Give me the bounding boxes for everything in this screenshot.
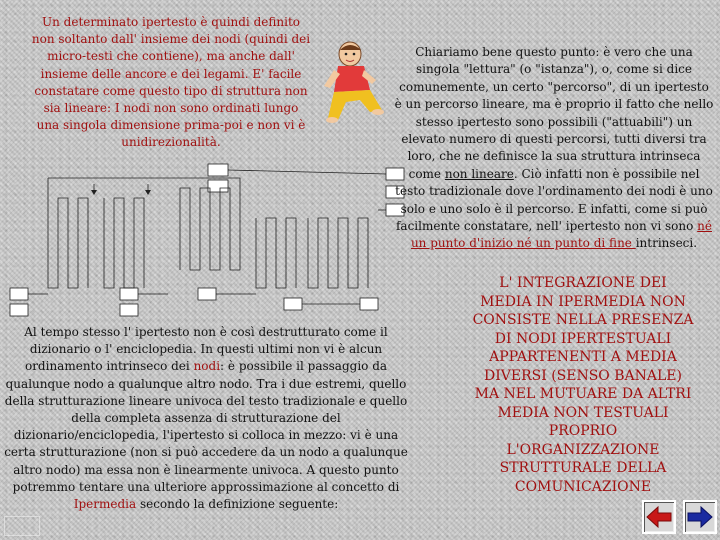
intro-line: unidirezionalità. — [121, 135, 221, 150]
explanation-line — [388, 166, 720, 183]
explanation-text: . Ciò infatti non è possibile nel — [513, 166, 700, 181]
headline-line: STRUTTURALE DELLA — [499, 460, 667, 476]
comparison-line: altro nodo) ma essa non è linearmente univoca. A questo punto — [13, 462, 399, 477]
arrow-left-icon — [644, 502, 674, 532]
prev-slide-button[interactable] — [642, 500, 676, 534]
headline-line: L'ORGANIZZAZIONE — [506, 441, 660, 458]
explanation-line: singola "lettura" (o "istanza"), o, come si dice — [416, 62, 692, 77]
explanation-line: loro, che ne definisce la sua struttura intrinseca — [407, 149, 701, 164]
intro-line: non soltanto dall' insieme dei nodi (quindi dei — [31, 32, 311, 47]
headline-line: MEDIA NON TESTUALI — [497, 404, 669, 421]
headline-line: L' INTEGRAZIONE DEI — [499, 275, 667, 291]
explanation-line: stesso ipertesto sono possibili ("attuabili") un — [415, 114, 693, 129]
corner-watermark — [4, 516, 40, 536]
diagram-node — [120, 288, 138, 300]
headline-line: MA NEL MUTUARE DA ALTRI — [474, 386, 692, 402]
headline-line: MEDIA IN IPERMEDIA NON — [480, 293, 686, 310]
integration-headline — [448, 274, 718, 496]
diagram-node — [10, 288, 28, 300]
crawling-baby-illustration — [320, 40, 388, 130]
diagram-node — [284, 298, 302, 310]
diagram-connections — [28, 170, 386, 304]
intro-paragraph — [14, 14, 328, 152]
diagram-node — [120, 304, 138, 316]
nodi-link[interactable]: nodi — [193, 359, 221, 374]
comparison-text: : è possibile il passaggio da — [220, 359, 388, 374]
comparison-line: della completa assenza di strutturazione del — [71, 411, 341, 426]
explanation-line: elevato numero di questi percorsi, tutti diversi tra — [401, 132, 707, 147]
explanation-line: Chiariamo bene questo punto: è vero che una — [415, 45, 693, 59]
comparison-line: dizionario/enciclopedia, l'ipertesto si colloca in mezzo: vi è una — [13, 428, 399, 443]
explanation-line: solo e uno solo è il percorso. E infatti, come si può — [400, 201, 708, 216]
comparison-line: certa strutturazione (non si può accedere da un nodo a qualunque — [4, 445, 408, 460]
hypertext-structure-diagram — [8, 158, 406, 318]
comparison-text: ordinamento intrinseco dei — [24, 359, 194, 374]
headline-line: DIVERSI (SENSO BANALE) — [484, 367, 682, 384]
diagram-arrows — [91, 190, 151, 195]
explanation-line: è un percorso lineare, ma è proprio il fatto che nello — [394, 97, 714, 112]
diagram-node — [208, 164, 228, 176]
explanation-line: testo tradizionale dove l'ordinamento dei nodi è uno — [395, 184, 713, 199]
non-lineare-link[interactable]: non lineare — [444, 166, 514, 181]
explanation-text: facilmente constatare, nell' ipertesto non vi sono — [395, 219, 698, 234]
comparison-line: potremmo tentare una ulteriore approssimazione al concetto di — [12, 479, 400, 494]
explanation-line — [388, 218, 720, 235]
explanation-text: come — [408, 166, 445, 181]
explanation-line — [388, 235, 720, 252]
no-start-end-link[interactable]: né — [697, 219, 713, 234]
comparison-line: della strutturazione lineare univoca del testo tradizionale e quello — [4, 393, 408, 408]
ipermedia-link[interactable]: Ipermedia — [73, 497, 137, 512]
comparison-line — [4, 358, 408, 375]
comparison-line: Al tempo stesso l' ipertesto non è così destrutturato come il — [24, 325, 388, 339]
comparison-line — [4, 496, 408, 513]
headline-line: CONSISTE NELLA PRESENZA — [472, 312, 694, 328]
headline-line: COMUNICAZIONE — [514, 478, 652, 495]
intro-line: micro-testi che contiene), ma anche dall' — [47, 49, 295, 64]
intro-line: insieme delle ancore e dei legami. E' facile — [40, 66, 302, 81]
comparison-line: qualunque nodo a qualunque altro nodo. Tra i due estremi, quello — [5, 376, 407, 391]
explanation-line: comunemente, un certo "percorso", di un ipertesto — [399, 79, 709, 94]
explanation-paragraph — [388, 44, 720, 253]
diagram-node — [198, 288, 216, 300]
intro-line: sia lineare: I nodi non sono ordinati lungo — [43, 101, 299, 116]
intro-line: una singola dimensione prima-poi e non vi è — [36, 118, 306, 133]
comparison-line: dizionario o l' enciclopedia. In questi ultimi non vi è alcun — [29, 342, 383, 357]
diagram-node — [360, 298, 378, 310]
next-slide-button[interactable] — [683, 500, 717, 534]
no-start-end-link[interactable]: un punto d'inizio né un punto di fine — [410, 236, 636, 251]
explanation-text: intrinseci. — [635, 236, 698, 251]
arrow-right-icon — [685, 502, 715, 532]
headline-line: APPARTENENTI A MEDIA — [489, 349, 677, 365]
diagram-node — [10, 304, 28, 316]
comparison-paragraph — [4, 324, 408, 513]
headline-line: PROPRIO — [548, 423, 618, 439]
intro-line: Un determinato ipertesto è quindi definito — [42, 15, 300, 29]
intro-line: constatare come questo tipo di struttura non — [34, 83, 308, 98]
headline-line: DI NODI IPERTESTUALI — [494, 330, 672, 347]
comparison-text: secondo la definizione seguente: — [136, 497, 339, 512]
diagram-node — [208, 180, 228, 192]
